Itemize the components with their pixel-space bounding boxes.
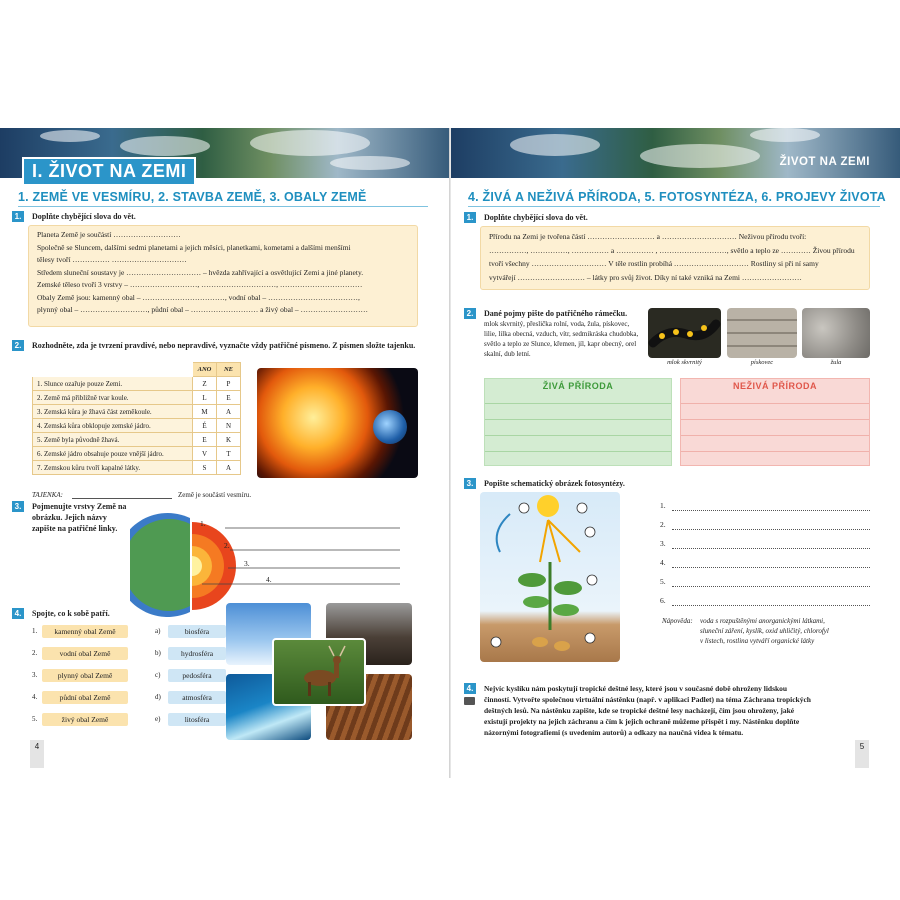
answer-line[interactable] — [72, 498, 172, 499]
no-letter[interactable]: N — [217, 419, 241, 433]
sun-icon — [537, 495, 559, 517]
page-number: 4 — [30, 740, 44, 768]
task-title: Pojmenujte vrstvy Země na obrázku. Jejich názvy zapište na patřičné linky. — [32, 502, 127, 533]
item-letter: d) — [155, 693, 161, 701]
tajenka-label: TAJENKA: — [32, 491, 63, 499]
line-number: 4. — [660, 558, 666, 567]
line-number: 3. — [660, 539, 666, 548]
match-right-item[interactable]: pedosféra — [168, 669, 226, 682]
table-row — [33, 433, 241, 447]
living-nature-box[interactable] — [484, 378, 672, 466]
computer-icon — [464, 697, 475, 705]
fill-in-box — [480, 226, 870, 290]
statement: 5. Země byla původně žhavá. — [33, 433, 193, 447]
terms-list: mlok skvrnitý, přeslička rolní, voda, žula, pískovec, lilie, lilka obecná, vzduch, vítr, sedmikráska chudobka, světlo a teplo ze Slunce, křemen, jíl, kapr obecný, orel skalní, dub letní. — [484, 320, 639, 358]
task-number: 4. — [12, 608, 24, 619]
salamander-photo — [648, 308, 721, 358]
layer-label: 4. — [266, 575, 272, 584]
fill-line[interactable]: tvoří všechny ………………………… V těle rostlin probíhá ………………………… Rostliny si při ní samy — [489, 259, 819, 268]
statement: 4. Zemská kůra obklopuje zemské jádro. — [33, 419, 193, 433]
image-caption: mlok skvrnitý — [667, 359, 702, 366]
line-number: 5. — [660, 577, 666, 586]
fill-line[interactable]: ……………, ……………, …………… a …………… , ………………………, světlo a teplo ze ………… Živou přírodu — [489, 245, 855, 255]
table-row — [33, 461, 241, 475]
yes-letter[interactable]: E — [193, 433, 217, 447]
fill-line[interactable]: Zemské těleso tvoří 3 vrstvy – ………………………, …………………………, …………………………… — [37, 280, 363, 289]
fill-in-box — [28, 225, 418, 327]
statement: 1. Slunce ozařuje pouze Zemi. — [33, 377, 193, 391]
task-title: Popište schematický obrázek fotosyntézy. — [484, 479, 625, 488]
fill-line[interactable]: Obaly Země jsou: kamenný obal – ……………………………, vodní obal – ………………………………, — [37, 292, 360, 302]
fill-line[interactable]: Přírodu na Zemi je tvořena částí ……………………… a ………………………… Neživou přírodu tvoří: — [489, 232, 807, 241]
match-right-item[interactable]: atmosféra — [168, 691, 226, 704]
text-line: existují projekty na jejich záchranu a čím k jejich ochraně můžeme přispět i my. Nástěnku doplňte — [484, 717, 800, 726]
hint-line: voda s rozpuštěnými anorganickými látkami, — [700, 617, 825, 625]
item-letter: c) — [155, 671, 161, 679]
image-caption: pískovec — [750, 359, 774, 366]
section-title: 4. ŽIVÁ A NEŽIVÁ PŘÍRODA, 5. FOTOSYNTÉZA, 6. PROJEVY ŽIVOTA — [468, 190, 886, 204]
line-number: 6. — [660, 596, 666, 605]
layer-label: 3. — [244, 559, 250, 568]
item-letter: a) — [155, 627, 161, 635]
task-title: Doplňte chybějící slova do vět. — [32, 212, 136, 221]
photosynthesis-diagram — [480, 492, 620, 662]
item-number: 3. — [32, 671, 38, 679]
section-rule — [468, 206, 880, 207]
right-page — [450, 128, 900, 778]
answer-line[interactable] — [672, 548, 870, 549]
task-title: Rozhodněte, zda je tvrzení pravdivé, nebo nepravdivé, vyznačte vždy patřičné písmeno. Z písmen složte tajenku. — [32, 341, 416, 350]
layer-label: 2. — [224, 541, 230, 550]
table-row — [33, 419, 241, 433]
fill-line[interactable]: Společně se Sluncem, dalšími sedmi planetami a jejich měsíci, planetkami, kometami a dalšími menšími — [37, 242, 351, 252]
sandstone-photo — [727, 308, 797, 358]
hint-line: sluneční záření, kyslík, oxid uhličitý, chlorofyl — [700, 627, 829, 635]
no-letter[interactable]: A — [217, 461, 241, 475]
box-title: ŽIVÁ PŘÍRODA — [542, 381, 614, 391]
match-right-item[interactable]: hydrosféra — [168, 647, 226, 660]
no-letter[interactable]: A — [217, 405, 241, 419]
sun-earth-image — [257, 368, 418, 478]
salamander-icon — [648, 308, 721, 358]
statement: 7. Zemskou kůru tvoří kapalné látky. — [33, 461, 193, 475]
no-letter[interactable]: T — [217, 447, 241, 461]
match-left-item[interactable]: půdní obal Země — [42, 691, 128, 704]
answer-line[interactable] — [672, 529, 870, 530]
match-left-item[interactable]: kamenný obal Země — [42, 625, 128, 638]
table-row — [33, 405, 241, 419]
line-number: 2. — [660, 520, 666, 529]
section-rule — [18, 206, 428, 207]
text-line: činností. Vytvořte společnou virtuální nástěnku (např. v aplikaci Padlet) na téma Záchrana tropických — [484, 695, 811, 704]
text-line: názornými fotografiemi (s uvedením autorů) a odkazy na naučná videa k tématu. — [484, 728, 744, 737]
item-number: 2. — [32, 649, 38, 657]
tajenka-text: Země je součástí vesmíru. — [178, 491, 252, 499]
match-right-item[interactable]: biosféra — [168, 625, 226, 638]
col-yes: ANO — [193, 363, 217, 377]
chapter-title: I. ŽIVOT NA ZEMI — [22, 157, 196, 186]
task-title: Doplňte chybějící slova do vět. — [484, 213, 588, 222]
yes-letter[interactable]: M — [193, 405, 217, 419]
task-number: 2. — [12, 340, 24, 351]
image-caption: žula — [830, 359, 842, 366]
match-right-item[interactable]: litosféra — [168, 713, 226, 726]
hint-line: v listech, rostlina vytváří organické látky — [700, 637, 815, 645]
statement: 2. Země má přibližně tvar koule. — [33, 391, 193, 405]
task-number: 4. — [464, 683, 476, 694]
table-row — [33, 447, 241, 461]
earth-icon — [373, 410, 407, 444]
answer-line[interactable] — [672, 586, 870, 587]
no-letter[interactable]: K — [217, 433, 241, 447]
answer-line[interactable] — [672, 605, 870, 606]
match-left-item[interactable]: živý obal Země — [42, 713, 128, 726]
earth-banner — [450, 128, 900, 178]
item-number: 1. — [32, 627, 38, 635]
table-row — [33, 391, 241, 405]
answer-line[interactable] — [672, 567, 870, 568]
layer-label: 1. — [200, 519, 206, 528]
item-letter: e) — [155, 715, 161, 723]
yes-letter[interactable]: Z — [193, 377, 217, 391]
statement: 3. Zemská kůra je žhavá část zeměkoule. — [33, 405, 193, 419]
item-number: 5. — [32, 715, 38, 723]
fill-line[interactable]: plynný obal – ………………………, půdní obal – ……………………… a živý obal – ……………………… — [37, 305, 369, 314]
task-number: 3. — [12, 501, 24, 512]
page-number: 5 — [855, 740, 869, 768]
table-row — [33, 377, 241, 391]
earth-layers-diagram — [130, 508, 420, 618]
yes-letter[interactable]: É — [193, 419, 217, 433]
task-number: 1. — [464, 212, 476, 223]
match-left-item[interactable]: plynný obal Země — [42, 669, 128, 682]
yes-letter[interactable]: S — [193, 461, 217, 475]
no-letter[interactable]: E — [217, 391, 241, 405]
task4-text — [484, 683, 874, 738]
granite-photo — [802, 308, 870, 358]
item-number: 4. — [32, 693, 38, 701]
statement: 6. Zemské jádro obsahuje pouze vnější jádro. — [33, 447, 193, 461]
task-title: Dané pojmy pište do patřičného rámečku. — [484, 309, 628, 318]
fill-line[interactable]: tělesy tvoří …………… ………………………… — [37, 255, 187, 264]
deer-photo — [272, 638, 366, 706]
task-number: 3. — [464, 478, 476, 489]
task-number: 2. — [464, 308, 476, 319]
section-title: 1. ZEMĚ VE VESMÍRU, 2. STAVBA ZEMĚ, 3. OBALY ZEMĚ — [18, 190, 367, 204]
yes-letter[interactable]: V — [193, 447, 217, 461]
task-title: Spojte, co k sobě patří. — [32, 609, 110, 618]
nonliving-nature-box[interactable] — [680, 378, 870, 466]
yes-letter[interactable]: L — [193, 391, 217, 405]
hint-label: Nápověda: — [662, 617, 693, 625]
true-false-table — [32, 362, 241, 475]
fill-line[interactable]: Středem sluneční soustavy je ………………………… – hvězda zahřívající a osvětlující Zemi a jiné planety. — [37, 267, 364, 277]
answer-line[interactable] — [672, 510, 870, 511]
fill-line[interactable]: vytvářejí ……………………… – látky pro svůj život. Díky ní také vzniká na Zemi …………………… — [489, 272, 802, 282]
deer-icon — [274, 640, 364, 704]
line-number: 1. — [660, 501, 666, 510]
match-left-item[interactable]: vodní obal Země — [42, 647, 128, 660]
item-letter: b) — [155, 649, 161, 657]
task-number: 1. — [12, 211, 24, 222]
col-no: NE — [217, 363, 241, 377]
left-page — [0, 128, 450, 778]
text-line: deštných lesů. Na nástěnku zapište, kde se tropické deštné lesy nacházejí, čím jsou ohroženy, jaké — [484, 706, 795, 715]
no-letter[interactable]: P — [217, 377, 241, 391]
book-gutter — [449, 128, 451, 778]
text-line: Nejvíc kyslíku nám poskytují tropické deštné lesy, které jsou v současné době ohroženy lidskou — [484, 684, 788, 693]
box-title: NEŽIVÁ PŘÍRODA — [732, 381, 817, 391]
fill-line[interactable]: Planeta Země je součástí ……………………… — [37, 230, 181, 239]
running-head: ŽIVOT NA ZEMI — [779, 156, 870, 168]
